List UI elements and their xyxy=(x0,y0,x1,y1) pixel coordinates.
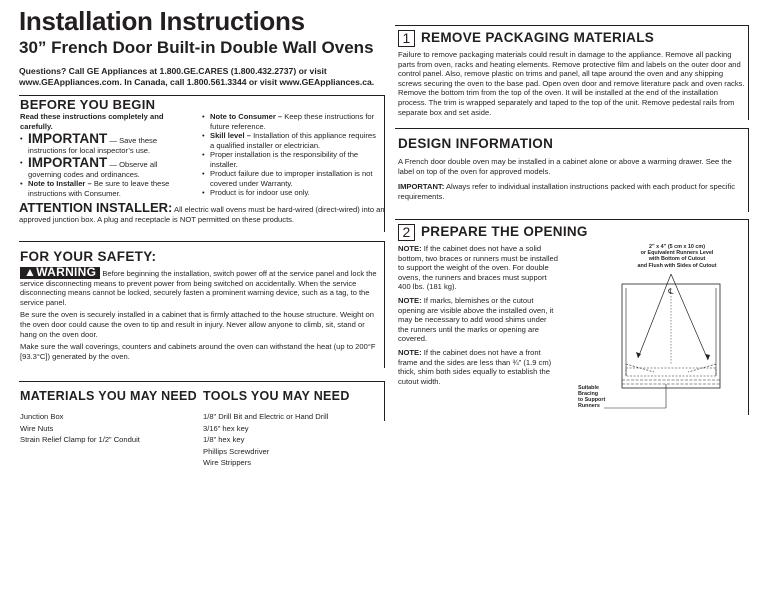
pointer-left xyxy=(638,274,671,358)
skill-level xyxy=(202,131,382,150)
important-save-cont: instructions for local inspector’s use. xyxy=(28,145,151,155)
tool-item: Phillips Screwdriver xyxy=(203,446,270,456)
step2-note-1 xyxy=(398,244,558,292)
note-installer-bold: Note to Installer – xyxy=(28,179,92,189)
important-observe-big: IMPORTANT xyxy=(28,155,108,171)
important-save-big: IMPORTANT xyxy=(28,131,108,147)
fig-brace-1: Suitable xyxy=(578,385,599,391)
note-consumer-rest: Keep these instructions for future reference. xyxy=(210,112,375,131)
step1-number: 1 xyxy=(398,30,415,47)
skill-level-rest: Installation of this appliance requires a qualified installer or electrician. xyxy=(210,131,376,150)
warning-label: WARNING xyxy=(36,265,97,279)
design-body: A French door double oven may be installed in a cabinet alone or above a warming drawer. See the label on top of the oven for approved models. xyxy=(398,157,732,176)
fig-brace-3: to Support xyxy=(578,397,606,403)
step1-body: Failure to remove packaging materials could result in damage to the appliance. Remove all packing parts from oven, racks and heating elements. Remove protective film and labels on the outer door and control panel. Also, remove plastic on trims and panel, all tape around the oven and any shipping screws securing the oven to the base pad. Open oven door and remove literature pack and oven racks. Remove the bottom trim from the top of the oven. It will be installed at the end of the installation process. The trim is wrapped separately and taped to the top of the unit. Remove pedestal rails from separate box and set aside. xyxy=(398,50,745,117)
design-section xyxy=(398,136,746,201)
tool-item: 1/8” Drill Bit and Electric or Hand Drill xyxy=(203,412,329,421)
safety-p3: Make sure the wall coverings, counters and cabinets around the oven can withstand the heat (up to 200°F [93.3°C]) generated by the oven. xyxy=(20,342,376,361)
step2-heading-row xyxy=(398,224,746,241)
note-to-consumer xyxy=(202,112,382,131)
questions-line-1: Questions? Call GE Appliances at 1.800.GE.CARES (1.800.432.2737) or visit xyxy=(19,66,327,76)
material-item: Strain Relief Clamp for 1/2” Conduit xyxy=(20,435,140,444)
before-item-4: • Product failure due to improper installation is not covered under Warranty. xyxy=(202,169,382,188)
note1-rest: If the cabinet does not have a solid bottom, two braces or runners must be installed to support the weight of the oven. For double ovens, the runners and braces must support 400 lbs. (181 kg). xyxy=(398,244,558,292)
safety-section xyxy=(20,249,380,361)
note3-rest: If the cabinet does not have a front frame and the sides are less than ¾” (1.9 cm) thick, shim both sides equally to establish the cutout width. xyxy=(398,347,552,386)
important-observe xyxy=(20,155,198,179)
attention-big: ATTENTION INSTALLER: xyxy=(19,200,173,215)
note2-rest: If marks, blemishes or the cutout opening are visible above the installed oven, it may be necessary to add wood shims under the runners until the marks or opening are covered. xyxy=(398,295,554,344)
runner-figure-label xyxy=(612,244,742,269)
bracing-label xyxy=(578,385,605,409)
step2-section xyxy=(398,224,746,241)
runner-bottom xyxy=(626,368,716,376)
fig-label-4: and Flush with Sides of Cutout xyxy=(637,262,717,269)
step2-note-2 xyxy=(398,296,558,344)
fig-brace-2: Bracing xyxy=(578,391,599,397)
center-line-icon: ℄ xyxy=(668,287,674,296)
design-important-rest: Always refer to individual installation instructions packed with each product for specific requirements. xyxy=(398,182,736,201)
step1-section xyxy=(398,30,746,117)
fig-label-2: or Equivalent Runners Level xyxy=(640,250,714,257)
pointer-right xyxy=(671,274,708,360)
note-installer-rest: Be sure to leave these instructions with Consumer. xyxy=(28,179,170,198)
important-observe-cont: governing codes and ordinances. xyxy=(28,169,140,179)
design-important-bold: IMPORTANT: xyxy=(398,182,445,192)
material-item: Wire Nuts xyxy=(20,423,54,433)
tool-item: 1/8” hex key xyxy=(203,435,245,444)
questions-line-2: www.GEAppliances.com. In Canada, call 1.800.561.3344 or visit www.GEAppliances.ca. xyxy=(19,77,375,87)
skill-level-bold: Skill level – xyxy=(210,131,251,140)
before-right-column xyxy=(202,112,382,198)
materials-heading: MATERIALS YOU MAY NEED xyxy=(20,389,197,403)
tool-item: Wire Strippers xyxy=(203,458,252,467)
fig-label-1: 2” x 4” (5 cm x 10 cm) xyxy=(648,244,706,250)
step2-notes xyxy=(398,244,558,386)
design-heading: DESIGN INFORMATION xyxy=(398,136,554,151)
step2-number: 2 xyxy=(398,224,415,241)
before-lead: Read these instructions completely and carefully. xyxy=(20,112,164,131)
step2-heading: PREPARE THE OPENING xyxy=(421,224,588,240)
important-save-rest: — Save these xyxy=(107,136,158,146)
before-you-begin-heading: BEFORE YOU BEGIN xyxy=(20,97,156,112)
safety-heading: FOR YOUR SAFETY: xyxy=(20,249,157,264)
safety-p1: Before beginning the installation, switch power off at the service panel and lock the service disconnecting means to prevent power from being switched on accidentally. When the service disconnecting means cannot be locked, securely fasten a prominent warning device, such as a tag, to the service panel. xyxy=(20,269,377,307)
note3-bold: NOTE: xyxy=(398,347,422,357)
before-item-5: • Product is for indoor use only. xyxy=(202,188,382,198)
warning-badge xyxy=(20,267,100,279)
attention-installer xyxy=(19,200,385,224)
note2-bold: NOTE: xyxy=(398,295,422,305)
safety-p2: Be sure the oven is securely installed in a cabinet that is firmly attached to the house structure. Weight on the oven door could cause the oven to tip and result in injury. Never allow anyone to climb, sit, stand or hang on the oven door. xyxy=(20,310,375,339)
note1-bold: NOTE: xyxy=(398,244,422,253)
materials-section xyxy=(20,389,200,446)
design-important xyxy=(398,182,746,201)
step1-heading: REMOVE PACKAGING MATERIALS xyxy=(421,30,655,46)
step2-note-3 xyxy=(398,348,558,386)
attention-rest: All electric wall ovens must be hard-wired (direct-wired) into an approved junction box. A plug and receptacle is NOT permitted on these products. xyxy=(19,205,385,224)
before-left-column xyxy=(20,112,198,198)
important-observe-rest: — Observe all xyxy=(107,160,158,170)
note-consumer-bold: Note to Consumer – xyxy=(210,112,283,121)
questions-contact xyxy=(19,66,389,88)
fig-brace-4: Runners xyxy=(578,403,600,409)
before-you-begin-section xyxy=(20,97,382,112)
material-item: Junction Box xyxy=(20,412,64,421)
important-save xyxy=(20,131,198,155)
tools-heading: TOOLS YOU MAY NEED xyxy=(203,389,350,403)
warning-triangle-icon: ▲ xyxy=(24,265,37,279)
tool-item: 3/16” hex key xyxy=(203,423,249,433)
before-item-3: • Proper installation is the responsibility of the installer. xyxy=(202,150,382,169)
tools-section xyxy=(203,389,383,469)
page-subtitle: 30” French Door Built-in Double Wall Ovens xyxy=(19,38,374,57)
page-title: Installation Instructions xyxy=(19,6,305,36)
note-to-installer xyxy=(20,179,198,198)
fig-label-3: with Bottom of Cutout xyxy=(648,256,706,263)
step1-heading-row xyxy=(398,30,746,47)
